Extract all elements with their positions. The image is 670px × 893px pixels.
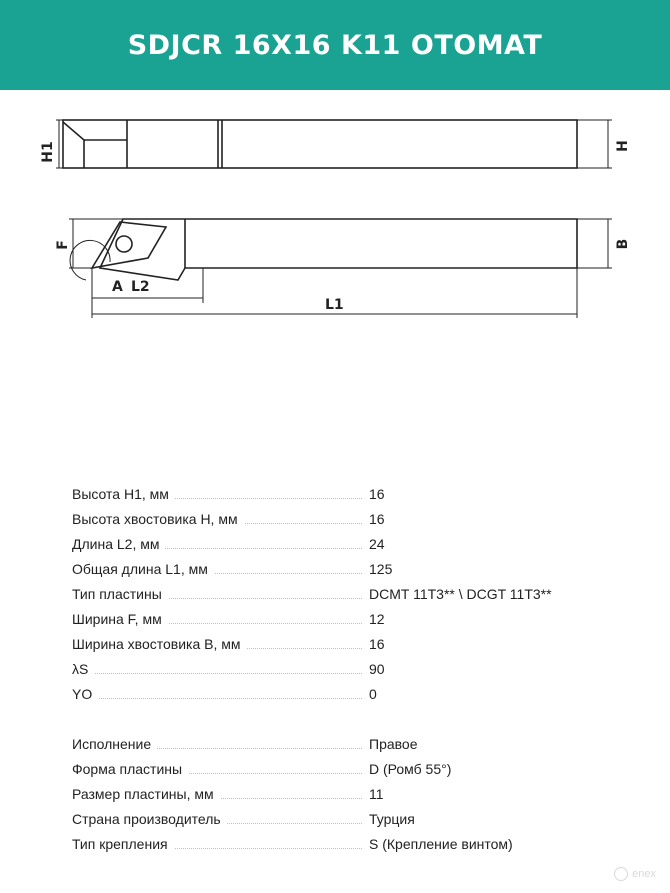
spec-value: 125 [369,560,393,577]
spec-row [72,781,592,806]
spec-row [72,806,592,831]
page-title: SDJCR 16X16 K11 OTOMAT [127,29,543,61]
insert-hole [116,236,132,252]
spec-row [72,831,592,856]
label-l1: L1 [325,297,344,313]
header-banner [0,0,670,90]
spec-label: Высота H1, мм [72,486,175,502]
spec-value: 11 [369,785,384,802]
spec-label: Тип пластины [72,586,168,602]
spec-row [72,481,592,506]
spec-row [72,531,592,556]
spec-value: Правое [369,735,418,752]
spec-label: Ширина F, мм [72,611,168,627]
spec-value: 90 [369,660,385,677]
label-a: A [112,279,123,295]
spec-row [72,756,592,781]
spec-row [72,606,592,631]
spec-row [72,506,592,531]
side-view-body [63,120,577,168]
spec-label: Размер пластины, мм [72,786,220,802]
spec-row [72,556,592,581]
label-l2: L2 [131,279,150,295]
top-view-body [100,219,577,280]
logo-circle-icon [614,867,628,881]
spec-value: 16 [369,485,385,502]
spec-row [72,681,592,706]
spec-row [72,631,592,656]
label-b: B [615,238,631,250]
spec-value: 24 [369,535,385,552]
spec-row [72,656,592,681]
spec-value: 16 [369,510,385,527]
spec-row [72,731,592,756]
spec-label: λS [72,661,94,677]
spec-value: D (Ромб 55°) [369,760,452,777]
logo-text: enex [632,868,656,880]
spec-row [72,581,592,606]
label-h1: H1 [40,141,56,163]
spec-label: Исполнение [72,736,157,752]
spec-label: Длина L2, мм [72,536,165,552]
spec-label: YO [72,686,98,702]
spec-label: Форма пластины [72,761,188,777]
spec-label: Высота хвостовика H, мм [72,511,244,527]
spec-value: 16 [369,635,385,652]
label-f: F [55,240,71,250]
label-h: H [615,140,631,152]
spec-value: Турция [369,810,415,827]
spec-value: DCMT 11T3** \ DCGT 11T3** [369,585,552,602]
spec-label: Страна производитель [72,811,227,827]
brand-logo [614,867,656,881]
spec-value: 0 [369,685,377,702]
spec-label: Общая длина L1, мм [72,561,214,577]
spec-label: Тип крепления [72,836,174,852]
tool-drawing [0,90,670,330]
spec-value: S (Крепление винтом) [369,835,513,852]
spec-label: Ширина хвостовика B, мм [72,636,247,652]
spec-table [72,481,592,856]
spec-value: 12 [369,610,385,627]
